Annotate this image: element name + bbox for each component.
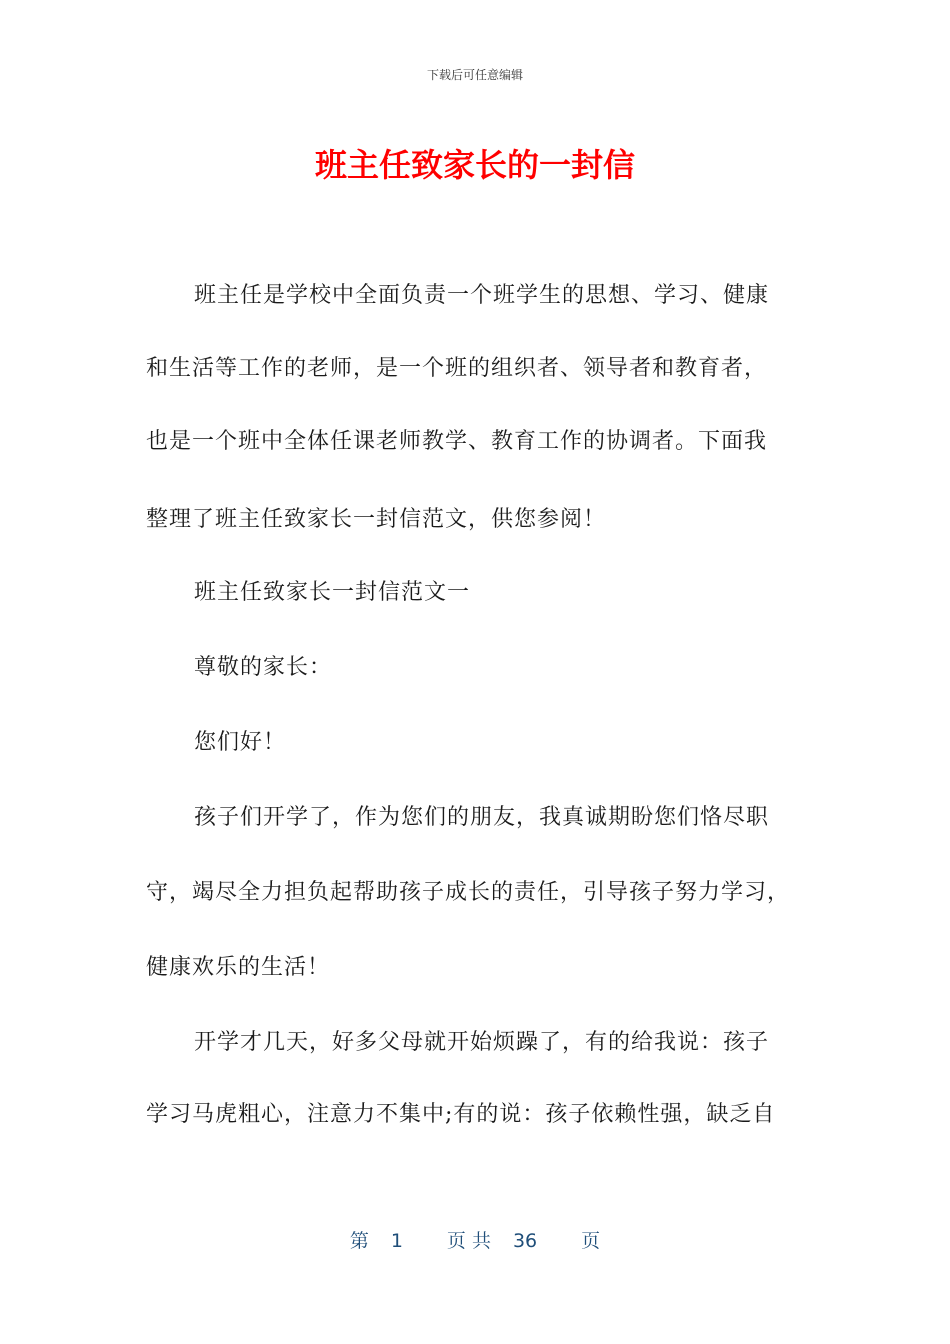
page-footer bbox=[0, 1226, 950, 1253]
salutation: 尊敬的家长： bbox=[194, 655, 333, 680]
footer-page-number: 1 bbox=[390, 1230, 403, 1252]
section-heading: 班主任致家长一封信范文一 bbox=[194, 580, 471, 605]
paragraph-line: 整理了班主任致家长一封信范文，供您参阅！ bbox=[146, 507, 607, 532]
paragraph-line: 也是一个班中全体任课老师教学、教育工作的协调者。下面我 bbox=[146, 429, 768, 454]
footer-total-pages: 36 bbox=[512, 1230, 538, 1252]
footer-suffix: 页 bbox=[581, 1230, 601, 1252]
paragraph-line: 孩子们开学了，作为您们的朋友，我真诚期盼您们恪尽职 bbox=[194, 805, 770, 830]
paragraph-line: 学习马虎粗心，注意力不集中;有的说：孩子依赖性强，缺乏自 bbox=[146, 1102, 776, 1127]
paragraph-line: 和生活等工作的老师，是一个班的组织者、领导者和教育者， bbox=[146, 356, 768, 381]
footer-middle: 页 共 bbox=[446, 1230, 491, 1252]
footer-prefix: 第 bbox=[349, 1230, 369, 1252]
greeting: 您们好！ bbox=[194, 730, 287, 755]
document-title: 班主任致家长的一封信 bbox=[314, 146, 635, 184]
header-note: 下载后可任意编辑 bbox=[426, 68, 523, 82]
paragraph-line: 班主任是学校中全面负责一个班学生的思想、学习、健康 bbox=[194, 283, 770, 308]
paragraph-line: 健康欢乐的生活！ bbox=[146, 955, 331, 980]
paragraph-line: 守，竭尽全力担负起帮助孩子成长的责任，引导孩子努力学习， bbox=[146, 880, 791, 905]
paragraph-line: 开学才几天，好多父母就开始烦躁了，有的给我说：孩子 bbox=[194, 1030, 770, 1055]
